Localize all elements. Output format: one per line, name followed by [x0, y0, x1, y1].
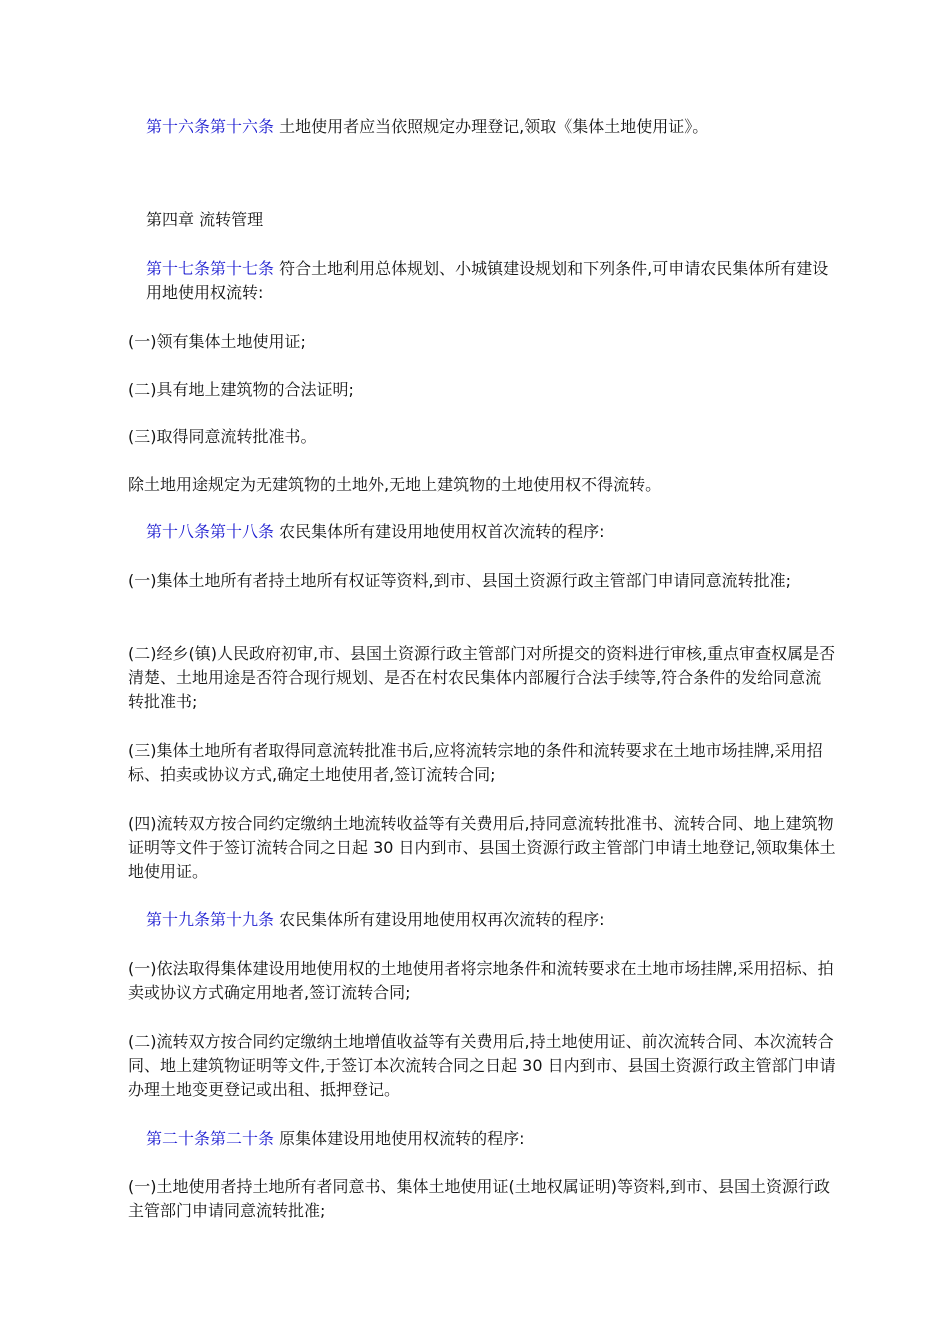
article-20 — [124, 1127, 836, 1151]
article-17-item-2: (二)具有地上建筑物的合法证明; — [128, 380, 354, 399]
article-17-item-1: (一)领有集体土地使用证; — [128, 332, 306, 351]
chapter-4-heading: 第四章 流转管理 — [146, 210, 264, 229]
article-19-label: 第十九条第十九条 — [146, 910, 275, 929]
article-19 — [124, 908, 836, 932]
article-16 — [124, 115, 836, 139]
article-19-item-2: (二)流转双方按合同约定缴纳土地增值收益等有关费用后,持土地使用证、前次流转合同、本次流转合同、地上建筑物证明等文件,于签订本次流转合同之日起 30 日内到市、县国土资源行政主管部门申请办理土地变更登记或出租、抵押登记。 — [128, 1032, 836, 1099]
article-18-label: 第十八条第十八条 — [146, 522, 275, 541]
article-18-item-1: (一)集体土地所有者持土地所有权证等资料,到市、县国土资源行政主管部门申请同意流转批准; — [128, 571, 791, 590]
article-19-item-1: (一)依法取得集体建设用地使用权的土地使用者将宗地条件和流转要求在土地市场挂牌,采用招标、拍卖或协议方式确定用地者,签订流转合同; — [128, 959, 834, 1002]
article-20-item-1: (一)土地使用者持土地所有者同意书、集体土地使用证(土地权属证明)等资料,到市、县国土资源行政主管部门申请同意流转批准; — [128, 1177, 831, 1220]
article-20-text: 原集体建设用地使用权流转的程序: — [274, 1129, 525, 1148]
article-17 — [124, 257, 836, 305]
article-16-label: 第十六条第十六条 — [146, 117, 275, 136]
article-17-item-3: (三)取得同意流转批准书。 — [128, 427, 317, 446]
article-20-label: 第二十条第二十条 — [146, 1129, 275, 1148]
article-16-text: 土地使用者应当依照规定办理登记,领取《集体土地使用证》。 — [274, 117, 709, 136]
article-18-text: 农民集体所有建设用地使用权首次流转的程序: — [274, 522, 605, 541]
article-17-label: 第十七条第十七条 — [146, 259, 275, 278]
article-17-text: 符合土地利用总体规划、小城镇建设规划和下列条件,可申请农民集体所有建设用地使用权流转: — [146, 259, 829, 302]
article-17-note: 除土地用途规定为无建筑物的土地外,无地上建筑物的土地使用权不得流转。 — [128, 475, 662, 494]
article-19-text: 农民集体所有建设用地使用权再次流转的程序: — [274, 910, 605, 929]
article-18-item-4: (四)流转双方按合同约定缴纳土地流转收益等有关费用后,持同意流转批准书、流转合同、地上建筑物证明等文件于签订流转合同之日起 30 日内到市、县国土资源行政主管部门申请土地登记,领取集体土地使用证。 — [128, 814, 836, 881]
article-18-item-3: (三)集体土地所有者取得同意流转批准书后,应将流转宗地的条件和流转要求在土地市场挂牌,采用招标、拍卖或协议方式,确定土地使用者,签订流转合同; — [128, 741, 823, 784]
article-18-item-2: (二)经乡(镇)人民政府初审,市、县国土资源行政主管部门对所提交的资料进行审核,重点审查权属是否清楚、土地用途是否符合现行规划、是否在村农民集体内部履行合法手续等,符合条件的发给同意流转批准书; — [128, 644, 836, 711]
article-18 — [124, 520, 836, 544]
